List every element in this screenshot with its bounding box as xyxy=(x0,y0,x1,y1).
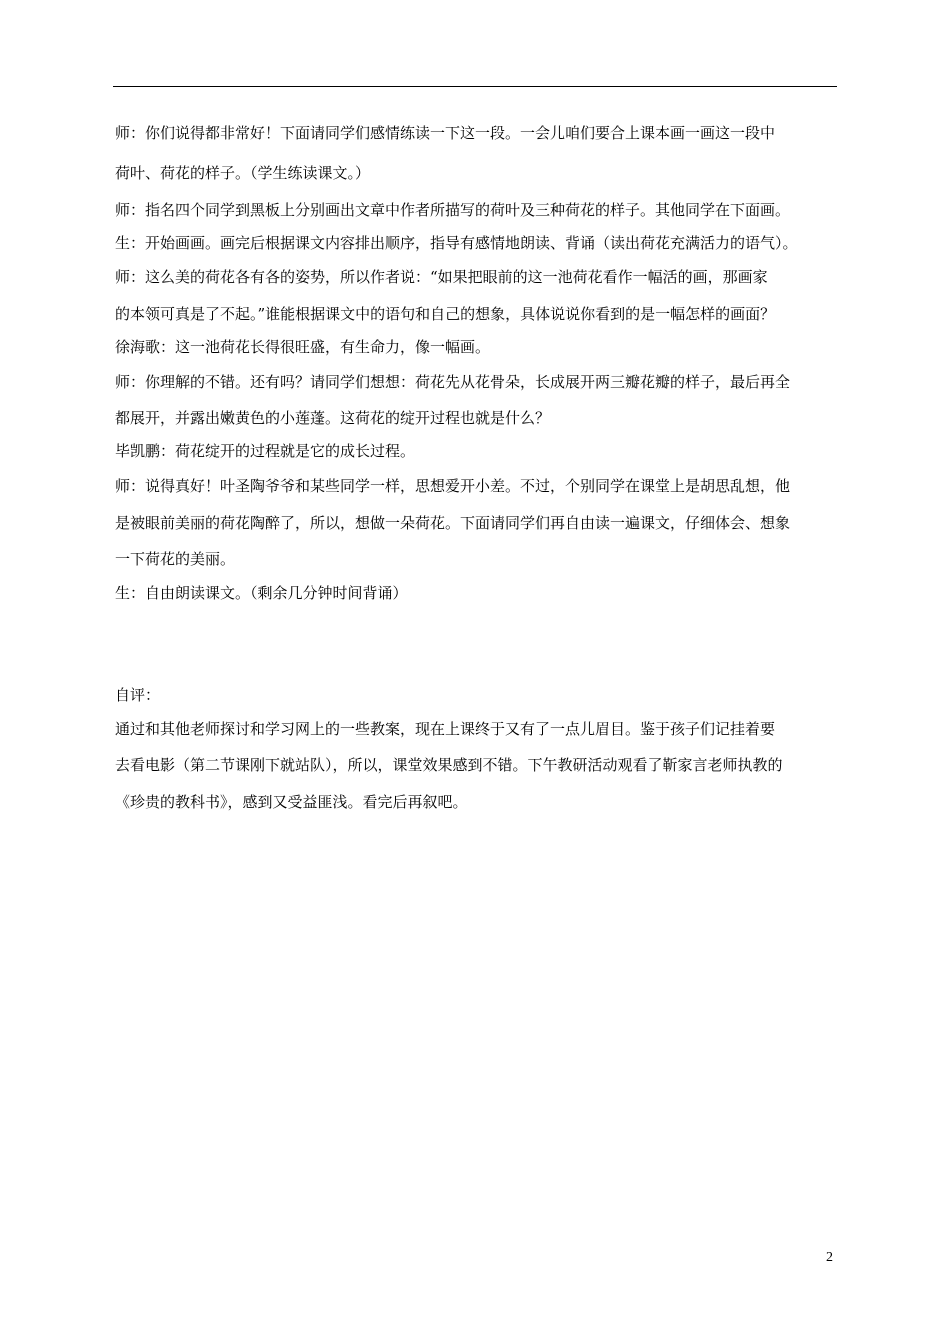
text-line: 师：指名四个同学到黑板上分别画出文章中作者所描写的荷叶及三种荷花的样子。其他同学在下面画。 xyxy=(115,201,791,219)
text-line: 都展开，并露出嫩黄色的小莲蓬。这荷花的绽开过程也就是什么？ xyxy=(115,409,551,427)
text-line: 《珍贵的教科书》，感到又受益匪浅。看完后再叙吧。 xyxy=(115,793,468,811)
self-review-heading: 自评： xyxy=(115,686,161,704)
text-line: 荷叶、荷花的样子。（学生练读课文。） xyxy=(115,164,371,182)
text-line: 去看电影（第二节课刚下就站队），所以，课堂效果感到不错。下午教研活动观看了靳家言老师执教的 xyxy=(115,756,783,774)
text-line: 的本领可真是了不起。”谁能根据课文中的语句和自己的想象，具体说说你看到的是一幅怎样的画面？ xyxy=(115,305,776,323)
text-line: 通过和其他老师探讨和学习网上的一些教案，现在上课终于又有了一点儿眉目。鉴于孩子们记挂着要 xyxy=(115,720,776,738)
text-line: 师：你理解的不错。还有吗？请同学们想想：荷花先从花骨朵，长成展开两三瓣花瓣的样子，最后再全 xyxy=(115,373,791,391)
text-line: 徐海歌：这一池荷花长得很旺盛，有生命力，像一幅画。 xyxy=(115,338,491,356)
text-line: 师：你们说得都非常好！下面请同学们感情练读一下这一段。一会儿咱们要合上课本画一画这一段中 xyxy=(115,124,776,142)
text-line: 师：说得真好！叶圣陶爷爷和某些同学一样，思想爱开小差。不过，个别同学在课堂上是胡思乱想，他 xyxy=(115,477,791,495)
text-line: 生：自由朗读课文。（剩余几分钟时间背诵） xyxy=(115,584,408,602)
text-line: 生：开始画画。画完后根据课文内容排出顺序，指导有感情地朗读、背诵（读出荷花充满活力的语气）。 xyxy=(115,234,798,252)
text-line: 毕凯鹏：荷花绽开的过程就是它的成长过程。 xyxy=(115,442,416,460)
header-rule xyxy=(113,86,837,87)
text-line: 一下荷花的美丽。 xyxy=(115,550,236,568)
text-line: 是被眼前美丽的荷花陶醉了，所以，想做一朵荷花。下面请同学们再自由读一遍课文，仔细体会、想象 xyxy=(115,514,791,532)
text-line: 师：这么美的荷花各有各的姿势，所以作者说：“如果把眼前的这一池荷花看作一幅活的画，那画家 xyxy=(115,268,768,286)
page-number: 2 xyxy=(826,1250,833,1265)
